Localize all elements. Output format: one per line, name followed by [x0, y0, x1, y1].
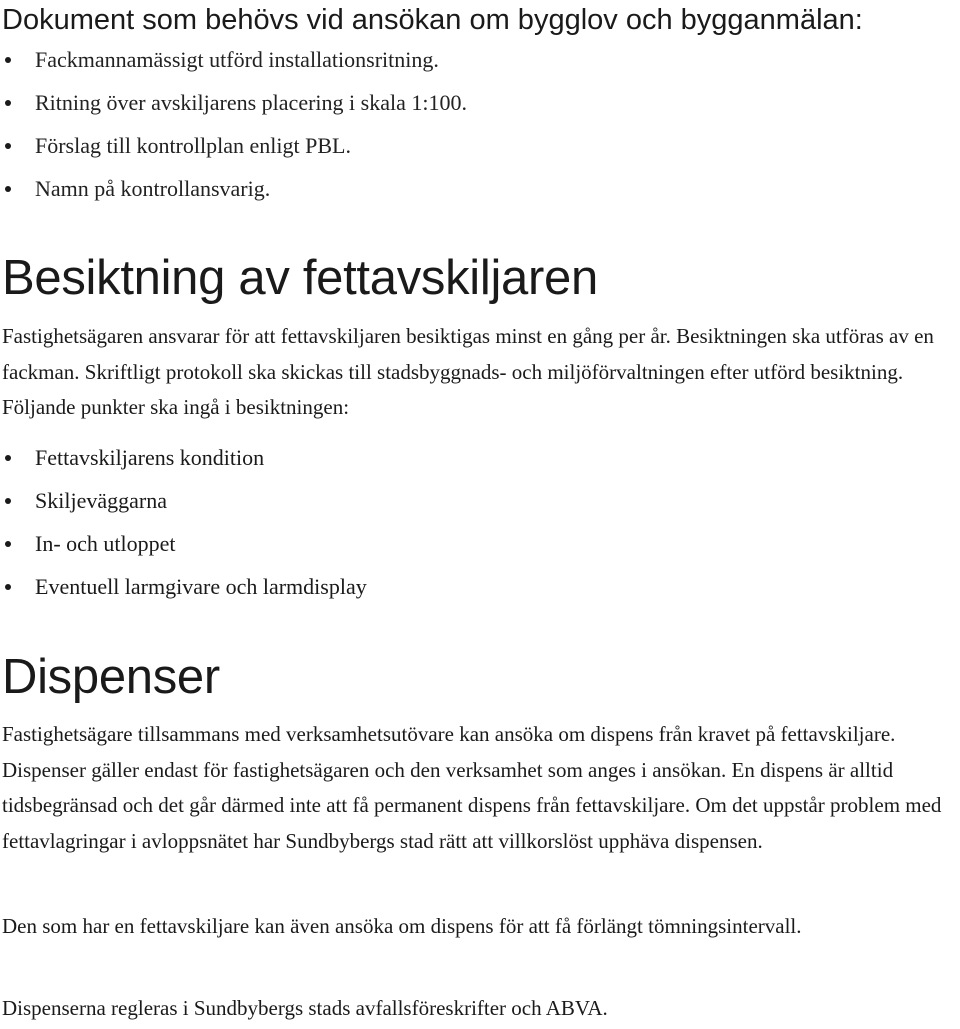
list-item [0, 167, 467, 210]
bullet-icon [5, 186, 11, 192]
bullet-icon [5, 143, 11, 149]
list-item [0, 436, 367, 479]
list-item [0, 565, 367, 608]
inspection-list [0, 436, 367, 608]
inspection-heading: Besiktning av fettavskiljaren [2, 251, 598, 305]
list-item-text: Ritning över avskiljarens placering i skala 1:100. [35, 90, 467, 115]
dispensations-heading: Dispenser [2, 650, 220, 704]
documents-list [0, 38, 467, 210]
list-item-text: Namn på kontrollansvarig. [35, 176, 271, 201]
list-item [0, 479, 367, 522]
dispensations-paragraph-1: Fastighetsägare tillsammans med verksamhetsutövare kan ansöka om dispens från kravet på fettavskiljare. Dispenser gäller endast för fastighetsägaren och den verksamhet som anges i ansökan. En dispens är alltid tidsbegränsad och det går därmed inte att få permanent dispens från fettavskiljare. Om det uppstår problem med fettavlagringar i avloppsnätet har Sundbybergs stad rätt att villkorslöst upphäva dispensen. [2, 722, 942, 853]
list-item [0, 124, 467, 167]
list-item-text: Fettavskiljarens kondition [35, 445, 265, 470]
bullet-icon [5, 498, 11, 504]
bullet-icon [5, 57, 11, 63]
list-item-text: Förslag till kontrollplan enligt PBL. [35, 133, 351, 158]
list-item-text: Fackmannamässigt utförd installationsritning. [35, 47, 439, 72]
list-item-text: Eventuell larmgivare och larmdisplay [35, 574, 367, 599]
list-item-text: Skiljeväggarna [35, 488, 167, 513]
dispensations-paragraph-2: Den som har en fettavskiljare kan även ansöka om dispens för att få förlängt tömningsintervall. [2, 914, 802, 938]
bullet-icon [5, 584, 11, 590]
documents-heading: Dokument som behövs vid ansökan om bygglov och bygganmälan: [2, 4, 863, 36]
list-item [0, 522, 367, 565]
list-item [0, 81, 467, 124]
bullet-icon [5, 100, 11, 106]
dispensations-paragraph-3: Dispenserna regleras i Sundbybergs stads avfallsföreskrifter och ABVA. [2, 996, 608, 1020]
list-item [0, 38, 467, 81]
bullet-icon [5, 541, 11, 547]
inspection-paragraph: Fastighetsägaren ansvarar för att fettavskiljaren besiktigas minst en gång per år. Besiktningen ska utföras av en fackman. Skriftligt protokoll ska skickas till stadsbyggnads- och miljöförvaltningen efter utförd besiktning. Följande punkter ska ingå i besiktningen: [2, 324, 934, 419]
list-item-text: In- och utloppet [35, 531, 176, 556]
bullet-icon [5, 455, 11, 461]
